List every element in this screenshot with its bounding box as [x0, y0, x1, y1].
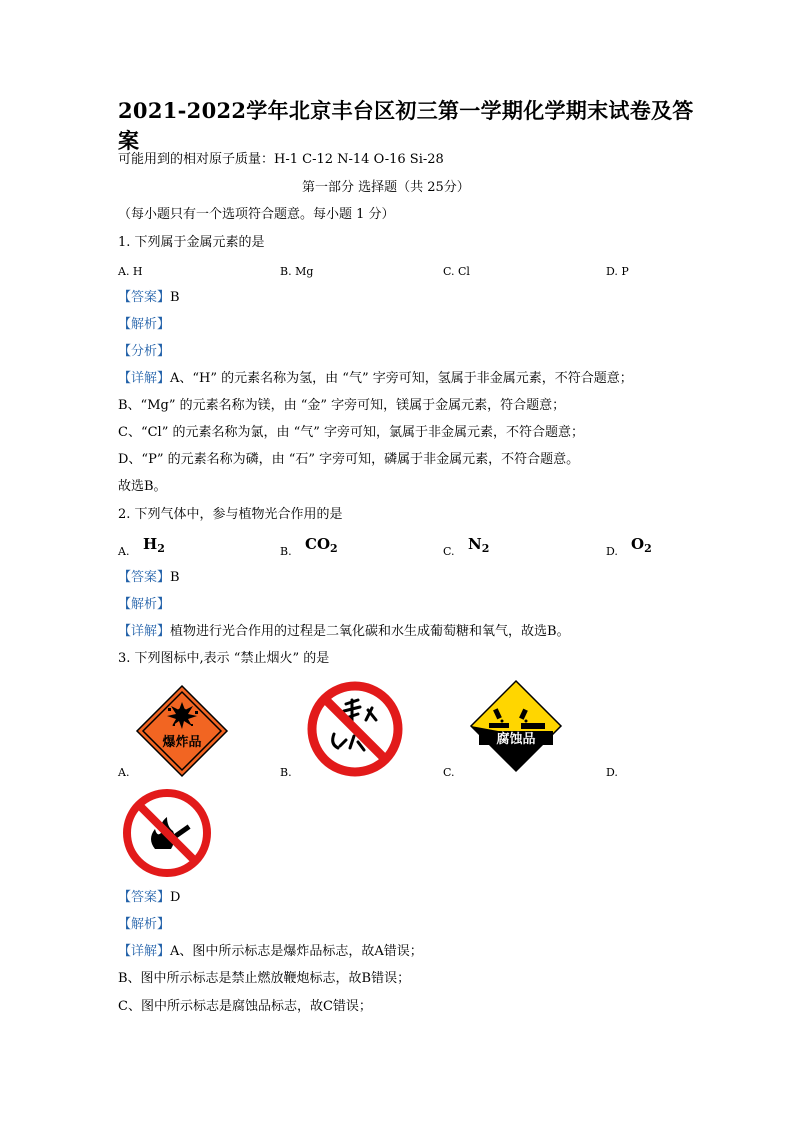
q1-stem: 1. 下列属于金属元素的是 — [118, 235, 265, 250]
q2-answer — [118, 570, 180, 586]
q2-detail: 【详解】植物进行光合作用的过程是二氧化碳和水生成葡萄糖和氧气，故选B。 — [118, 624, 570, 639]
title-line-2: 案 — [118, 128, 140, 153]
q2-formula-co2: $CO_2$ — [305, 535, 338, 555]
q3-option-c-letter: C. — [443, 766, 455, 779]
q3-option-a-letter: A. — [118, 766, 130, 779]
answer-label: 【答案】 — [118, 890, 171, 905]
q1-detail-line-4: D、“P” 的元素名称为磷，由 “石” 字旁可知，磷属于非金属元素，不符合题意。 — [118, 452, 580, 467]
q3-answer — [118, 890, 180, 906]
q1-detail-line-1: 【详解】A、“H” 的元素名称为氢，由 “气” 字旁可知，氢属于非金属元素，不符合题意； — [118, 371, 633, 386]
q3-option-d-letter: D. — [606, 766, 618, 779]
q2-option-b-letter: B. — [280, 545, 292, 558]
q2-analysis-label: 【解析】 — [118, 597, 171, 612]
q1-conclusion: 故选B。 — [118, 479, 167, 494]
q2-formula-h2: $H_2$ — [143, 535, 165, 555]
q3-detail-line-3: C、图中所示标志是腐蚀品标志，故C错误； — [118, 999, 372, 1014]
q2-stem: 2. 下列气体中，参与植物光合作用的是 — [118, 507, 343, 522]
answer-label: 【答案】 — [118, 570, 171, 585]
q1-detail-line-3: C、“Cl” 的元素名称为氯，由 “气” 字旁可知，氯属于非金属元素，不符合题意； — [118, 425, 585, 440]
q1-analysis-label: 【解析】 — [118, 317, 171, 332]
atomic-masses: 可能用到的相对原子质量：H-1 C-12 N-14 O-16 Si-28 — [118, 152, 444, 167]
q2-formula-n2: $N_2$ — [468, 535, 490, 555]
answer-label: 【答案】 — [118, 290, 171, 305]
q2-formula-o2: $O_2$ — [631, 535, 652, 555]
section-title: 第一部分 选择题（共 25分） — [302, 180, 470, 195]
q1-option-c: C. Cl — [443, 265, 470, 278]
q1-answer-value: B — [170, 290, 180, 305]
q1-answer — [118, 290, 180, 306]
q3-detail-line-1: 【详解】A、图中所示标志是爆炸品标志，故A错误； — [118, 944, 423, 959]
section-note: （每小题只有一个选项符合题意。每小题 1 分） — [118, 207, 395, 222]
no-firecrackers-sign-icon — [306, 680, 404, 778]
corrosive-sign-icon — [469, 679, 563, 773]
q3-analysis-label: 【解析】 — [118, 917, 171, 932]
page-title — [118, 96, 694, 156]
q2-option-c-letter: C. — [443, 545, 455, 558]
q2-answer-value: B — [170, 570, 180, 585]
q3-answer-value: D — [170, 890, 181, 905]
q1-fenxi-label: 【分析】 — [118, 344, 171, 359]
title-line-1: 2021-2022学年北京丰台区初三第一学期化学期末试卷及答 — [118, 98, 694, 123]
q3-stem: 3. 下列图标中,表示 “禁止烟火” 的是 — [118, 651, 330, 666]
explosive-label: 爆炸品 — [162, 735, 202, 750]
detail-label: 【详解】 — [118, 371, 171, 386]
q2-option-d-letter: D. — [606, 545, 618, 558]
q2-option-a-letter: A. — [118, 545, 130, 558]
q1-option-b: B. Mg — [280, 265, 314, 278]
q1-option-a: A. H — [118, 265, 143, 278]
no-fire-sign-icon — [121, 787, 213, 879]
q3-detail-line-2: B、图中所示标志是禁止燃放鞭炮标志，故B错误； — [118, 971, 411, 986]
q1-detail-line-2: B、“Mg” 的元素名称为镁，由 “金” 字旁可知，镁属于金属元素，符合题意； — [118, 398, 566, 413]
detail-label: 【详解】 — [118, 944, 171, 959]
detail-label: 【详解】 — [118, 624, 171, 639]
explosive-sign-icon — [135, 684, 229, 778]
q3-option-b-letter: B. — [280, 766, 292, 779]
corrosive-label: 腐蚀品 — [496, 732, 536, 747]
q1-option-d: D. P — [606, 265, 629, 278]
